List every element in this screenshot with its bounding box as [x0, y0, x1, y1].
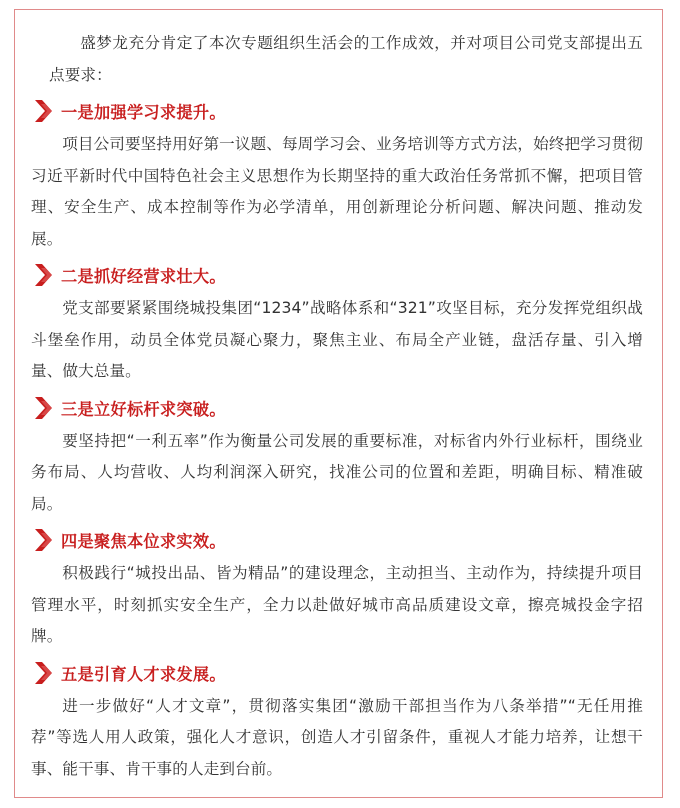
section-4 — [31, 524, 643, 653]
section-body: 党支部要紧紧围绕城投集团“1234”战略体系和“321”攻坚目标，充分发挥党组织战斗堡垒作用，动员全体党员凝心聚力，聚焦主业、布局全产业链，盘活存量、引入增量、做大总量。 — [31, 299, 643, 380]
section-heading — [31, 392, 643, 424]
section-heading-text: 一是加强学习求提升。 — [61, 103, 226, 122]
double-chevron-icon — [35, 100, 55, 122]
article-content — [31, 28, 643, 789]
section-body: 进一步做好“人才文章”，贯彻落实集团“激励干部担当作为八条举措”“无任用推荐”等选人用人政策，强化人才意识，创造人才引留条件，重视人才能力培养，让想干事、能干事、肯干事的人走到台前。 — [31, 696, 643, 778]
section-2 — [31, 259, 643, 388]
section-heading-text: 四是聚焦本位求实效。 — [61, 532, 226, 551]
intro-paragraph: 盛梦龙充分肯定了本次专题组织生活会的工作成效，并对项目公司党支部提出五点要求： — [49, 34, 643, 84]
double-chevron-icon — [35, 264, 55, 286]
section-heading-text: 三是立好标杆求突破。 — [61, 399, 226, 419]
section-3 — [31, 392, 643, 521]
section-heading-text: 五是引育人才求发展。 — [61, 664, 226, 684]
section-body: 项目公司要坚持用好第一议题、每周学习会、业务培训等方式方法，始终把学习贯彻习近平新时代中国特色社会主义思想作为长期坚持的重大政治任务常抓不懈，把项目管理、安全生产、成本控制等作为必学清单，用创新理论分析问题、解决问题、推动发展。 — [31, 135, 643, 248]
double-chevron-icon — [35, 662, 55, 684]
section-heading — [31, 524, 643, 556]
double-chevron-icon — [35, 397, 55, 419]
section-heading-text: 二是抓好经营求壮大。 — [61, 267, 226, 286]
section-heading — [31, 657, 643, 689]
double-chevron-icon — [35, 529, 55, 551]
section-heading — [31, 259, 643, 291]
section-heading — [31, 95, 643, 127]
section-body: 要坚持把“一利五率”作为衡量公司发展的重要标准，对标省内外行业标杆，围绕业务布局、人均营收、人均利润深入研究，找准公司的位置和差距，明确目标、精准破局。 — [31, 431, 643, 513]
section-5 — [31, 657, 643, 786]
section-1 — [31, 95, 643, 255]
section-body: 积极践行“城投出品、皆为精品”的建设理念，主动担当、主动作为，持续提升项目管理水平，时刻抓实安全生产，全力以赴做好城市高品质建设文章，擦亮城投金字招牌。 — [31, 564, 643, 645]
